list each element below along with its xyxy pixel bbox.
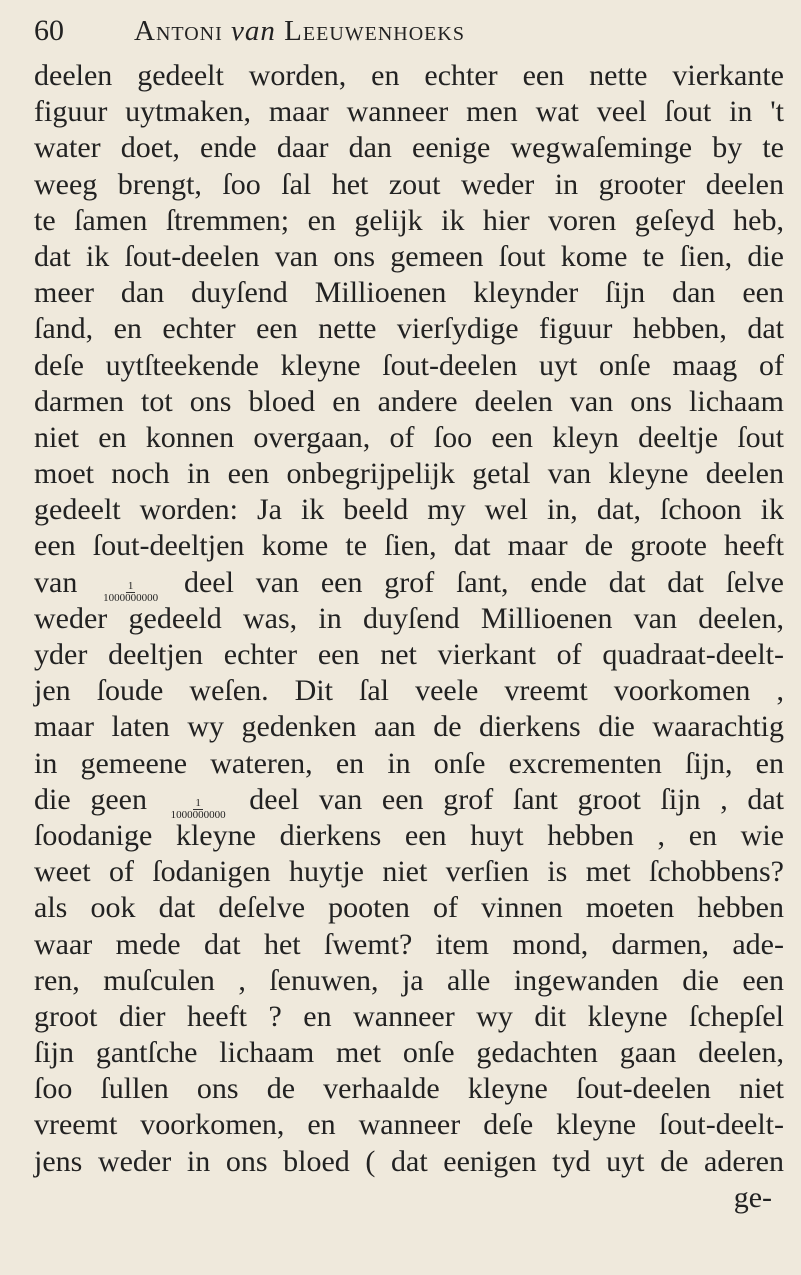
fraction-numerator: 1 [127, 579, 134, 592]
fraction-denominator: 1000000000 [170, 809, 226, 821]
text-line: als ook dat deſelve pooten of vinnen moeten hebben [34, 891, 784, 925]
text-line: waar mede dat het ſwemt? item mond, darmen, ade- [34, 927, 784, 961]
text-line: ſoodanige kleyne dierkens een huyt hebben , en wie [34, 818, 784, 852]
fraction-line-before: van [34, 565, 78, 599]
text-line: weder gedeeld was, in duyſend Millioenen van deelen, [34, 601, 784, 635]
running-header [34, 14, 781, 54]
text-line: dat ik ſout-deelen van ons gemeen ſout kome te ſien, die [34, 239, 784, 273]
fraction-numerator: 1 [195, 797, 201, 809]
text-line: te ſamen ſtremmen; en gelijk ik hier voren geſeyd heb, [34, 203, 784, 237]
text-line: jen ſoude weſen. Dit ſal veele vreemt voorkomen , [34, 674, 784, 708]
fraction-line [34, 782, 785, 821]
text-line: maar laten wy gedenken aan de dierkens die waarachtig [34, 710, 784, 744]
text-line: deſe uytſteekende kleyne ſout-deelen uyt onſe maag of [34, 348, 784, 382]
fraction-line [34, 565, 785, 604]
text-line: vreemt voorkomen, en wanneer deſe kleyne ſout-deelt- [34, 1108, 784, 1142]
running-title [134, 15, 465, 48]
text-line: in gemeene wateren, en in onſe excrementen ſijn, en [34, 746, 784, 780]
text-line: een ſout-deeltjen kome te ſien, dat maar de groote heeft [34, 529, 784, 563]
text-line: darmen tot ons bloed en andere deelen van ons lichaam [34, 384, 784, 418]
text-line: weet of ſodanigen huytje niet verſien is met ſchobbens? [34, 855, 784, 889]
text-line: groot dier heeft ? en wanneer wy dit kleyne ſchepſel [34, 999, 784, 1033]
text-line: ren, muſculen , ſenuwen, ja alle ingewanden die een [34, 963, 784, 997]
text-line: ſand, en echter een nette vierſydige figuur hebben, dat [34, 312, 784, 346]
text-line: weeg brengt, ſoo ſal het zout weder in grooter deelen [34, 167, 784, 201]
catchword: ge- [733, 1180, 772, 1214]
text-line: ſoo ſullen ons de verhaalde kleyne ſout-deelen niet [34, 1072, 784, 1106]
author-last-name: Leeuwenhoeks [284, 15, 465, 47]
page-number: 60 [34, 14, 64, 47]
text-line: water doet, ende daar dan eenige wegwaſeminge by te [34, 131, 784, 165]
text-line: gedeelt worden: Ja ik beeld my wel in, dat, ſchoon ik [34, 493, 784, 527]
fraction-line-before: die geen [34, 782, 147, 816]
fraction-line-after: deel van een grof ſant, ende dat dat ſelve [183, 565, 785, 599]
text-line: yder deeltjen echter een net vierkant of quadraat-deelt- [34, 638, 784, 671]
fraction-line-after: deel van een grof ſant groot ſijn , dat [249, 782, 785, 816]
text-line: niet en konnen overgaan, of ſoo een kleyn deeltje ſout [34, 420, 784, 454]
text-line: figuur uytmaken, maar wanneer men wat veel ſout in 't [34, 95, 784, 129]
text-line: jens weder in ons bloed ( dat eenigen tyd uyt de aderen [34, 1144, 784, 1178]
text-line: ſijn gantſche lichaam met onſe gedachten gaan deelen, [34, 1036, 784, 1070]
body-text [34, 58, 784, 1216]
text-line: deelen gedeelt worden, en echter een nette vierkante [34, 59, 784, 92]
text-line: meer dan duyſend Millioenen kleynder ſijn dan een [34, 276, 784, 310]
author-particle: van [231, 15, 276, 47]
author-first-name: Antoni [134, 15, 223, 47]
fraction-denominator: 1000000000 [103, 591, 159, 604]
text-line: moet noch in een onbegrijpelijk getal van kleyne deelen [34, 457, 784, 491]
